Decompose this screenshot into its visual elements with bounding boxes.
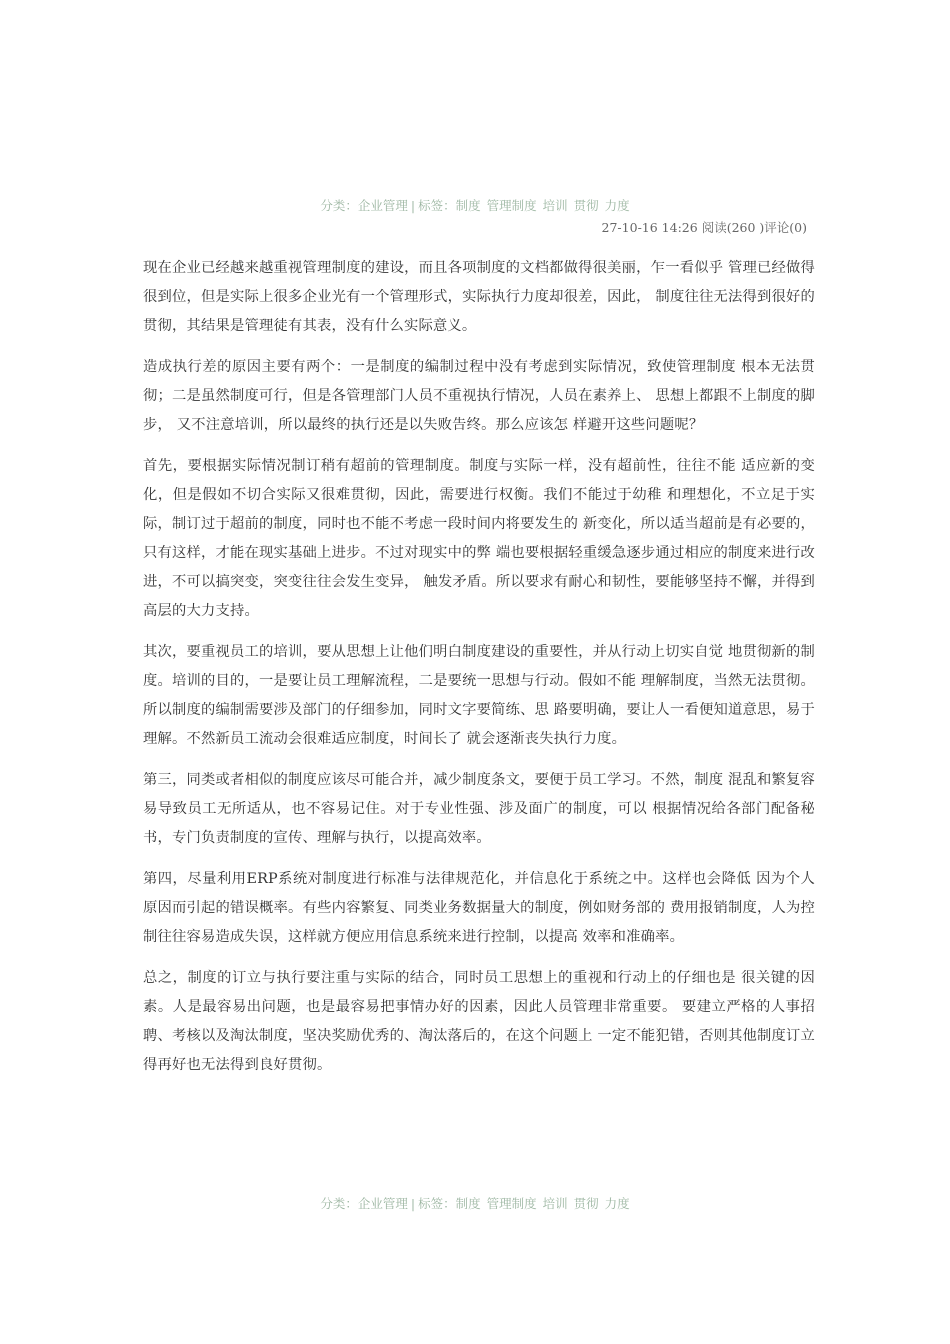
- article-paragraph: 其次，要重视员工的培训，要从思想上让他们明白制度建设的重要性，并从行动上切实自觉 地贯彻新的制度。培训的目的，一是要让员工理解流程，二是要统一思想与行动。假如不能 理解制度，当然无法贯彻。所以制度的编制需要涉及部门的仔细参加，同时文字要简练、思 路要明确，要让人一看便知道意思，易于理解。不然新员工流动会很难适应制度，时间长了 就会逐渐丧失执行力度。: [143, 644, 815, 747]
- article-body: [143, 254, 815, 1092]
- category-link[interactable]: 企业管理: [357, 1196, 408, 1211]
- tag-link[interactable]: 制度: [455, 1196, 481, 1211]
- category-label: 分类：: [320, 198, 358, 213]
- tag-link[interactable]: 力度: [604, 198, 630, 213]
- meta-divider: |: [410, 1196, 416, 1211]
- meta-divider: |: [410, 198, 416, 213]
- tag-link[interactable]: 管理制度: [486, 198, 537, 213]
- comment-count-link[interactable]: 评论(0): [764, 220, 807, 235]
- post-meta-top: [0, 196, 950, 214]
- tag-link[interactable]: 贯彻: [573, 1196, 599, 1211]
- tag-link[interactable]: 贯彻: [573, 198, 599, 213]
- category-link[interactable]: 企业管理: [357, 198, 408, 213]
- tag-link[interactable]: 培训: [542, 198, 568, 213]
- tags-label: 标签：: [418, 1196, 456, 1211]
- post-meta-bottom: [0, 1194, 950, 1212]
- post-date: 27-10-16 14:26: [601, 220, 698, 235]
- tags-label: 标签：: [418, 198, 456, 213]
- article-paragraph: 第四，尽量利用ERP系统对制度进行标准与法律规范化，并信息化于系统之中。这样也会降低 因为个人原因而引起的错误概率。有些内容繁复、同类业务数据量大的制度，例如财务部的 费用报销制度，人为控制往往容易造成失误，这样就方便应用信息系统来进行控制，以提高 效率和准确率。: [143, 871, 815, 945]
- read-count-link[interactable]: 阅读(260 ): [701, 220, 765, 235]
- tag-link[interactable]: 管理制度: [486, 1196, 537, 1211]
- article-paragraph: 造成执行差的原因主要有两个：一是制度的编制过程中没有考虑到实际情况，致使管理制度 根本无法贯彻；二是虽然制度可行，但是各管理部门人员不重视执行情况，人员在素养上、 思想上都跟不上制度的脚步， 又不注意培训，所以最终的执行还是以失败告终。那么应该怎 样避开这些问题呢？: [143, 359, 815, 433]
- article-paragraph: 首先，要根据实际情况制订稍有超前的管理制度。制度与实际一样，没有超前性，往往不能 适应新的变化，但是假如不切合实际又很难贯彻，因此，需要进行权衡。我们不能过于幼稚 和理想化，不立足于实际，制订过于超前的制度，同时也不能不考虑一段时间内将要发生的 新变化，所以适当超前是有必要的，只有这样，才能在现实基础上进步。不过对现实中的弊 端也要根据轻重缓急逐步通过相应的制度来进行改进，不可以搞突变，突变往往会发生变异， 触发矛盾。所以要求有耐心和韧性，要能够坚持不懈，并得到高层的大力支持。: [143, 458, 815, 619]
- tag-link[interactable]: 力度: [604, 1196, 630, 1211]
- article-paragraph: 总之，制度的订立与执行要注重与实际的结合，同时员工思想上的重视和行动上的仔细也是 很关键的因素。人是最容易出问题，也是最容易把事情办好的因素，因此人员管理非常重要。 要建立严格的人事招聘、考核以及淘汰制度，坚决奖励优秀的、淘汰落后的，在这个问题上 一定不能犯错，否则其他制度订立得再好也无法得到良好贯彻。: [143, 970, 815, 1073]
- category-label: 分类：: [320, 1196, 358, 1211]
- post-info: [602, 218, 807, 236]
- article-paragraph: 第三，同类或者相似的制度应该尽可能合并，减少制度条文，要便于员工学习。不然，制度 混乱和繁复容易导致员工无所适从，也不容易记住。对于专业性强、涉及面广的制度，可以 根据情况给各部门配备秘书，专门负责制度的宣传、理解与执行，以提高效率。: [143, 772, 815, 846]
- article-paragraph: 现在企业已经越来越重视管理制度的建设，而且各项制度的文档都做得很美丽，乍一看似乎 管理已经做得很到位，但是实际上很多企业光有一个管理形式，实际执行力度却很差，因此， 制度往往无法得到很好的贯彻，其结果是管理徒有其表，没有什么实际意义。: [143, 260, 815, 334]
- tag-link[interactable]: 培训: [542, 1196, 568, 1211]
- tag-link[interactable]: 制度: [455, 198, 481, 213]
